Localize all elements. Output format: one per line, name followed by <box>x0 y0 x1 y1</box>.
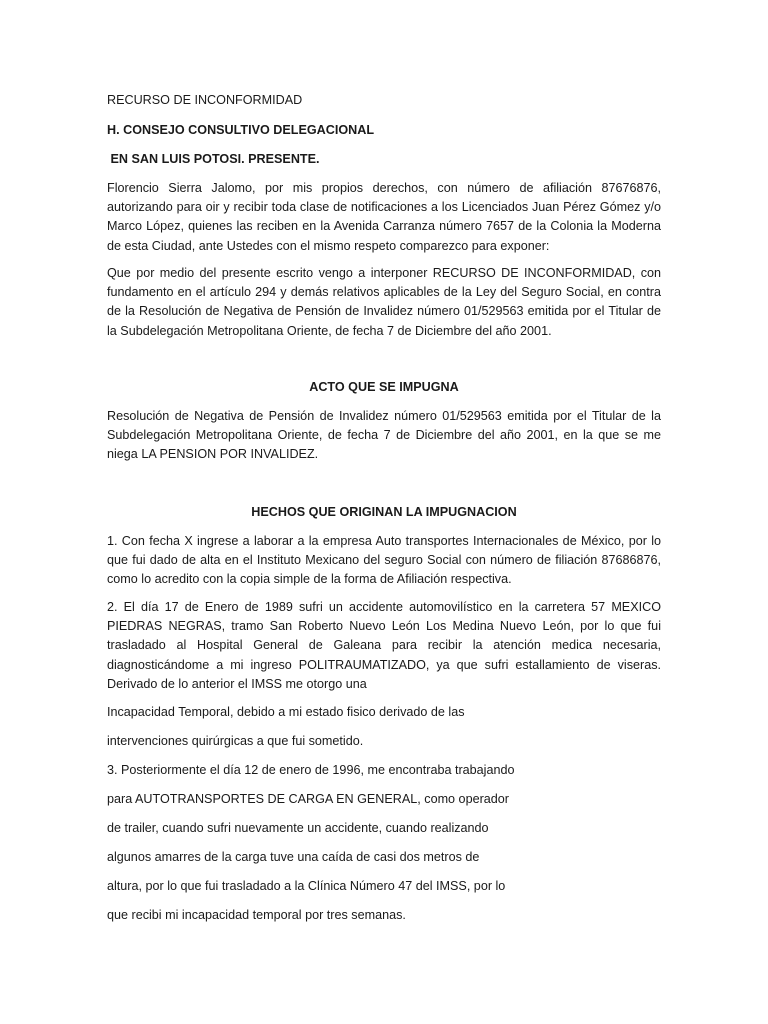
document-page <box>107 0 661 1024</box>
document-title: RECURSO DE INCONFORMIDAD <box>107 93 303 107</box>
fact-2-paragraph: 2. El día 17 de Enero de 1989 sufri un accidente automovilístico en la carretera 57 MEXICO PIEDRAS NEGRAS, tramo San Roberto Nuevo León Los Medina Nuevo León, por lo que fui trasladado al Hospital General de Galeana para recibir la atención medica necesaria, diagnosticándome a mi ingreso POLITRAUMATIZADO, ya que sufri estallamiento de viseras. Derivado de lo anterior el IMSS me otorgo una <box>107 600 661 691</box>
fact-3-line: altura, por lo que fui trasladado a la Clínica Número 47 del IMSS, por lo <box>107 879 506 893</box>
fact-3-line: 3. Posteriormente el día 12 de enero de 1996, me encontraba trabajando <box>107 763 515 777</box>
fact-2-continuation-line-1: Incapacidad Temporal, debido a mi estado fisico derivado de las <box>107 705 465 719</box>
addressee-line-2: EN SAN LUIS POTOSI. PRESENTE. <box>107 152 320 166</box>
fact-3-line: algunos amarres de la carga tuve una caída de casi dos metros de <box>107 850 480 864</box>
purpose-paragraph: Que por medio del presente escrito vengo a interponer RECURSO DE INCONFORMIDAD, con fundamento en el artículo 294 y demás relativos aplicables de la Ley del Seguro Social, en contra de la Resolución de Negativa de Pensión de Invalidez número 01/529563 emitida por el Titular de la Subdelegación Metropolitana Oriente, de fecha 7 de Diciembre del año 2001. <box>107 266 661 338</box>
section-heading-act: ACTO QUE SE IMPUGNA <box>309 380 459 394</box>
section-heading-facts: HECHOS QUE ORIGINAN LA IMPUGNACION <box>251 505 517 519</box>
fact-1-paragraph: 1. Con fecha X ingrese a laborar a la empresa Auto transportes Internacionales de México, por lo que fui dado de alta en el Instituto Mexicano del seguro Social con número de filiación 87686876, como lo acredito con la copia simple de la forma de Afiliación respectiva. <box>107 534 661 587</box>
fact-3-line: de trailer, cuando sufri nuevamente un accidente, cuando realizando <box>107 821 489 835</box>
fact-2-continuation-line-2: intervenciones quirúrgicas a que fui sometido. <box>107 734 364 748</box>
addressee-line-1: H. CONSEJO CONSULTIVO DELEGACIONAL <box>107 123 375 137</box>
fact-3-line: que recibi mi incapacidad temporal por tres semanas. <box>107 908 406 922</box>
act-paragraph: Resolución de Negativa de Pensión de Invalidez número 01/529563 emitida por el Titular de la Subdelegación Metropolitana Oriente, de fecha 7 de Diciembre del año 2001, en la que se me niega LA PENSION POR INVALIDEZ. <box>107 409 661 462</box>
intro-paragraph: Florencio Sierra Jalomo, por mis propios derechos, con número de afiliación 87676876, autorizando para oir y recibir toda clase de notificaciones a los Licenciados Juan Pérez Gómez y/o Marco López, quienes las reciben en la Avenida Carranza número 7657 de la Colonia la Moderna de esta Ciudad, ante Ustedes con el mismo respeto comparezco para exponer: <box>107 181 661 253</box>
fact-3-line: para AUTOTRANSPORTES DE CARGA EN GENERAL, como operador <box>107 792 509 806</box>
